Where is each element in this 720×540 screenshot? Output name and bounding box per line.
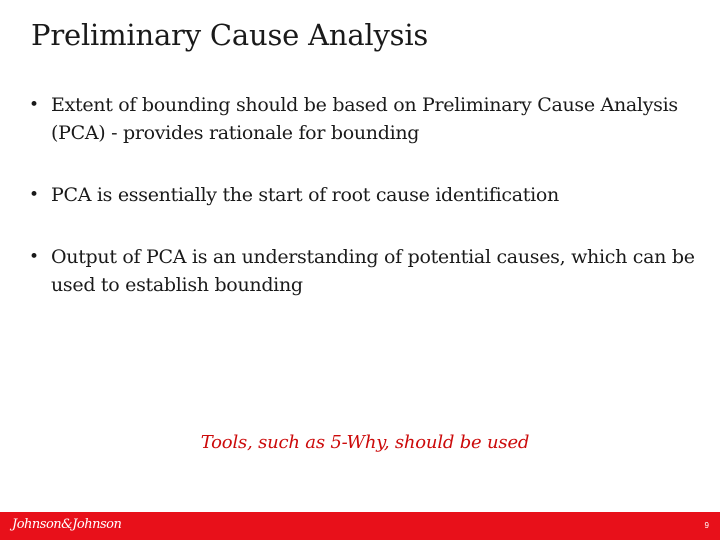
bullet-icon: • xyxy=(29,185,39,205)
bullet-text: Output of PCA is an understanding of potential causes, which can be used to establish bounding xyxy=(51,246,695,296)
bullet-item xyxy=(29,181,709,209)
bullet-item xyxy=(29,91,709,147)
footer-bar xyxy=(0,512,720,540)
bullet-icon: • xyxy=(29,247,39,267)
company-logo: Johnson&Johnson xyxy=(12,517,122,532)
bullet-icon: • xyxy=(29,95,39,115)
slide-title: Preliminary Cause Analysis xyxy=(31,18,429,52)
bullet-list xyxy=(29,91,709,299)
bullet-text: PCA is essentially the start of root cause identification xyxy=(51,184,559,206)
callout-text: Tools, such as 5-Why, should be used xyxy=(200,432,530,453)
bullet-text: Extent of bounding should be based on Preliminary Cause Analysis (PCA) - provides rationale for bounding xyxy=(51,94,678,144)
bullet-item xyxy=(29,243,709,299)
page-number: 9 xyxy=(704,521,709,530)
